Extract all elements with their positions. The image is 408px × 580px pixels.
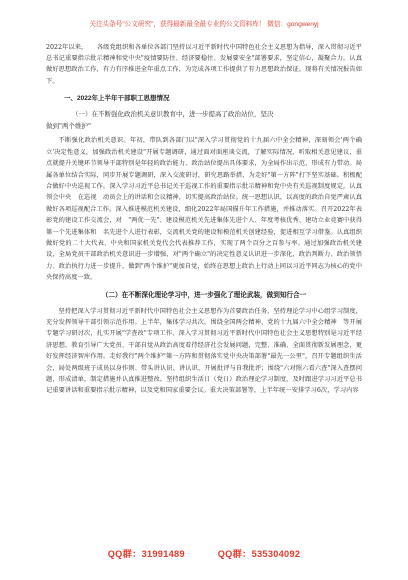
subsection-1-heading	[46, 109, 362, 132]
subsection-1-paragraph: 不断强化政治机关意识。年初，带队到各部门以"深入学习贯彻党的十九届六中全会精神，深刻领会'两个确立'决定性意义，加强政治机关建设"开展专题调研，通过面对面座谈交流，了解实际情况，听取相关意见建议，重点就提升关键环节领导干部特别是年轻的政治能力、政治站位提出具体要求，为全局作出示范，形成有力带动。局属各单位结合实际，同步开展专题调研，深入交流研讨，研究思路举措，为走好"第一方阵"打下坚实基础。积极配合做好中央巡视工作。深入学习习近平总书记关于巡视工作的重要指示批示精神和党中央有关巡视制度规定，认真领会中央 在巡视 动员会上的讲话和会议精神，切实提高政治站位。统一思想认识，以高度的政治自觉严肃认真做好各项巡视配合工作。深入推进模范机关建设，细化2022年局国描升年工作措施，并推动落实。召开2022年表彰党的建设工作交流会，对 "两优一先"、建设模范机关先进集体先进个人、年度考核优秀、建功立业竞赛中获得第一个先进集体和 名先进个人进行表彰，交流机关党的建设和模范机关创建经验，促进相互学习借鉴。认真组织做好党的二十大代表、中央和国家机关党代会代表推荐工作，实现了两个百分之百参与率。通过加强政治机关建设，全局党员干部政治机关意识进一步增强，对"两个确立"的决定性意义认识进一步深化，政治判断力、政治领悟力、政治执行力进一步提升，做到"两个维护"更加自觉，始终在思想上政治上行动上同以习近平同志为核心的党中央保持高度一致。	[46, 137, 362, 282]
subsection-2-paragraph: 坚持把深入学习贯彻习近平新时代中国特色社会主义思想作为首要政治任务，坚持理论学习中心组学习制度，充分发挥领导干部引领示范作用。上半年，集体学习共次，围绕全国两会精神、党的十九届六中全会精神 等开展专题学习研讨次，扎实开展"学查改"专项工作，深入学习贯彻习近平新时代中国特色社会主义思想特别是习近平经济思想，教育引导广大党员、干部自觉从政治高度看待经济社会发展问题，完整、准确、全面贯彻新发展理念，更好发挥经济智库作用。走好我行"两个维护"第一方阵和贯彻落实党中央决策部署"最先一公里"，召开专题组织生活会，局处两级班子成员以身作则、带头讲认识、讲认识、开展批评与自我批评；围绕"六对照六看六查"深入查摆问题，形成清单，制定措施并认真推进整改。坚持组织生活日（党日）政治理论学习制度，及时跟进学习习近平总书记重要讲话和重要指示批示精神，以及党和国家重要会议。重大决策部署等，上半年统一安排学习6次，学习内容	[46, 307, 362, 395]
footer-qq-group-1: QQ群：31991489	[107, 549, 185, 559]
footer-contacts	[0, 546, 408, 560]
intro-paragraph: 2022年以来， 各级党组织和各单位各部门坚持以习近平新时代中国特色社会主义思想为指导，深入贯彻习近平总书记重要指示批示精神和党中央"疫情要防住、经济要稳住、发展要安全"部署要求，坚定信心，凝聚合力，认真做好思想政治工作，有力有序推进全年重点工作，为完成各项工作提供了有力思想政治保证。现将有关情况报告如下。	[46, 43, 362, 85]
header-banner: 关注头条号"公文研究"，获得最新最全最专业的公文资料库！ 微信：gongwenyj	[89, 21, 319, 28]
subsection-1-heading-line2: 做到"两个维护"	[46, 121, 91, 130]
subsection-1-heading-line1: （一）在不断强化政治机关意识教育中，进一步提高了政治站位，坚决	[72, 110, 274, 119]
subsection-2-heading: （二）在不断深化理论学习中，进一步强化了理论武装，做到知行合一	[101, 291, 307, 299]
footer-qq-group-2: QQ群：535304092	[217, 549, 301, 559]
section-1-heading: 一、2022年上半年干部职工思想情况	[64, 95, 170, 103]
